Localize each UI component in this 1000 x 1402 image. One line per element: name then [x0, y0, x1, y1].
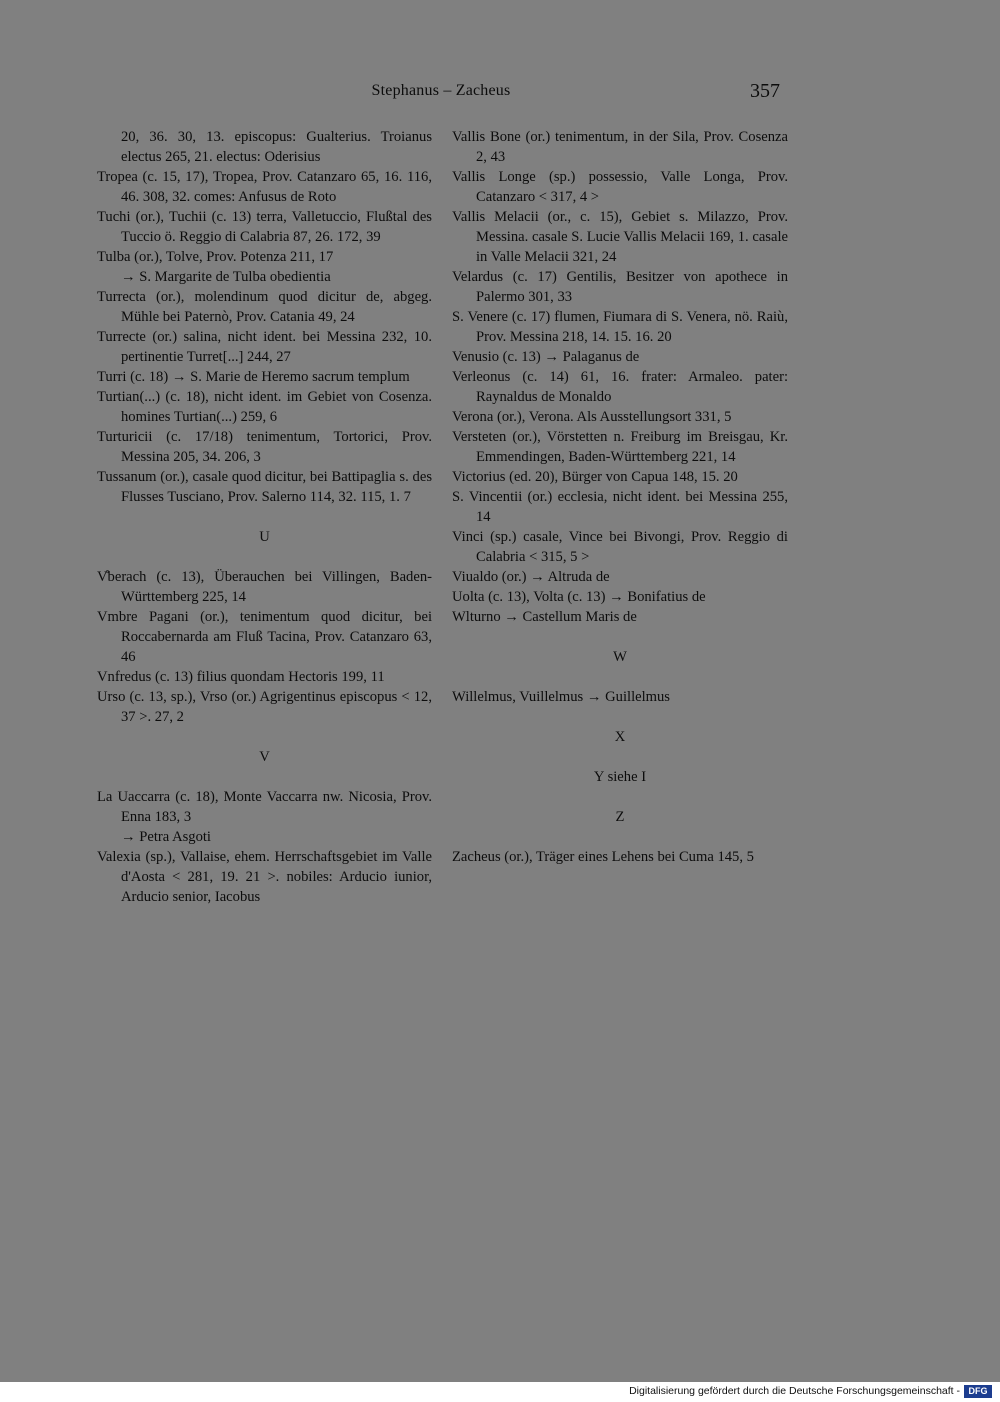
index-entry: Versteten (or.), Vörstetten n. Freiburg im Breisgau, Kr. Emmendingen, Baden-Württemberg 221, 14	[452, 429, 788, 465]
section-letter-x: X	[614, 729, 626, 745]
index-entry: Zacheus (or.), Träger eines Lehens bei Cuma 145, 5	[452, 849, 754, 865]
index-entry: Viualdo (or.) → Altruda de	[452, 569, 610, 585]
index-entry: Willelmus, Vuillelmus → Guillelmus	[452, 689, 670, 705]
index-entry: Vallis Bone (or.) tenimentum, in der Sila, Prov. Cosenza 2, 43	[452, 129, 788, 165]
index-entry: Wlturno → Castellum Maris de	[452, 609, 637, 625]
index-entry: → S. Margarite de Tulba obedientia	[121, 269, 331, 285]
index-entry: Tussanum (or.), casale quod dicitur, bei Battipaglia s. des Flusses Tusciano, Prov. Salerno 114, 32. 115, 1. 7	[97, 469, 432, 505]
index-entry: Vmbre Pagani (or.), tenimentum quod dicitur, bei Roccabernarda am Fluß Tacina, Prov. Catanzaro 63, 46	[97, 609, 432, 665]
index-entry: → Petra Asgoti	[121, 829, 211, 845]
index-entry: Victorius (ed. 20), Bürger von Capua 148, 15. 20	[452, 469, 738, 485]
index-entry: Turrecta (or.), molendinum quod dicitur de, abgeg. Mühle bei Paternò, Prov. Catania 49, 24	[97, 289, 432, 325]
footer-bar	[0, 1382, 1000, 1402]
index-entry: Venusio (c. 13) → Palaganus de	[452, 349, 640, 365]
index-entry: Vallis Longe (sp.) possessio, Valle Longa, Prov. Catanzaro < 317, 4 >	[452, 169, 788, 205]
index-entry: Velardus (c. 17) Gentilis, Besitzer von apothece in Palermo 301, 33	[452, 269, 788, 305]
index-entry: Urso (c. 13, sp.), Vrso (or.) Agrigentinus episcopus < 12, 37 >. 27, 2	[97, 689, 432, 725]
index-entry: La Uaccarra (c. 18), Monte Vaccarra nw. Nicosia, Prov. Enna 183, 3	[97, 789, 432, 825]
index-entry: Vinci (sp.) casale, Vince bei Bivongi, Prov. Reggio di Calabria < 315, 5 >	[452, 529, 788, 565]
index-entry: Valexia (sp.), Vallaise, ehem. Herrschaftsgebiet im Valle d'Aosta < 281, 19. 21 >. nobiles: Arducio iunior, Arducio senior, Iacobus	[97, 849, 432, 905]
section-letter-v: V	[259, 749, 270, 765]
section-letter-u: U	[259, 529, 270, 545]
index-entry: Turtian(...) (c. 18), nicht ident. im Gebiet von Cosenza. homines Turtian(...) 259, 6	[97, 389, 432, 425]
section-letter-y: Y siehe I	[593, 769, 647, 785]
index-entry: Vallis Melacii (or., c. 15), Gebiet s. Milazzo, Prov. Messina. casale S. Lucie Vallis Melacii 169, 1. casale in Valle Melacii 321, 24	[452, 209, 788, 265]
index-entry: Tuchi (or.), Tuchii (c. 13) terra, Valletuccio, Flußtal des Tuccio ö. Reggio di Calabria 87, 26. 172, 39	[97, 209, 432, 245]
index-entry: Verona (or.), Verona. Als Ausstellungsort 331, 5	[452, 409, 732, 425]
page-number: 357	[750, 80, 780, 102]
dfg-logo-icon: DFG	[964, 1385, 992, 1398]
index-entry: Turturicii (c. 17/18) tenimentum, Tortorici, Prov. Messina 205, 34. 206, 3	[97, 429, 432, 465]
right-column	[452, 127, 788, 867]
index-entry: Turrecte (or.) salina, nicht ident. bei Messina 232, 10. pertinentie Turret[...] 244, 27	[97, 329, 432, 365]
section-letter-w: W	[613, 649, 627, 665]
section-letter-z: Z	[615, 809, 625, 825]
index-entry: Vnfredus (c. 13) filius quondam Hectoris 199, 11	[97, 669, 385, 685]
index-entry: Tulba (or.), Tolve, Prov. Potenza 211, 17	[97, 249, 334, 265]
index-entry: Turri (c. 18) → S. Marie de Heremo sacrum templum	[97, 369, 410, 385]
funding-notice: Digitalisierung gefördert durch die Deutsche Forschungsgemeinschaft -	[629, 1385, 960, 1397]
index-entry: 20, 36. 30, 13. episcopus: Gualterius. Troianus electus 265, 21. electus: Oderisius	[121, 129, 432, 165]
index-entry: S. Vincentii (or.) ecclesia, nicht ident. bei Messina 255, 14	[452, 489, 788, 525]
left-column	[97, 127, 432, 907]
running-header: Stephanus – Zacheus	[371, 82, 511, 99]
index-entry: S. Venere (c. 17) flumen, Fiumara di S. Venera, nö. Raiù, Prov. Messina 218, 14. 15. 16. 20	[452, 309, 788, 345]
index-entry: Verleonus (c. 14) 61, 16. frater: Armaleo. pater: Raynaldus de Monaldo	[452, 369, 788, 405]
index-entry: Uolta (c. 13), Volta (c. 13) → Bonifatius de	[452, 589, 706, 605]
index-entry: V̊berach (c. 13), Überauchen bei Villingen, Baden-Württemberg 225, 14	[97, 569, 432, 605]
index-entry: Tropea (c. 15, 17), Tropea, Prov. Catanzaro 65, 16. 116, 46. 308, 32. comes: Anfusus de Roto	[97, 169, 432, 205]
